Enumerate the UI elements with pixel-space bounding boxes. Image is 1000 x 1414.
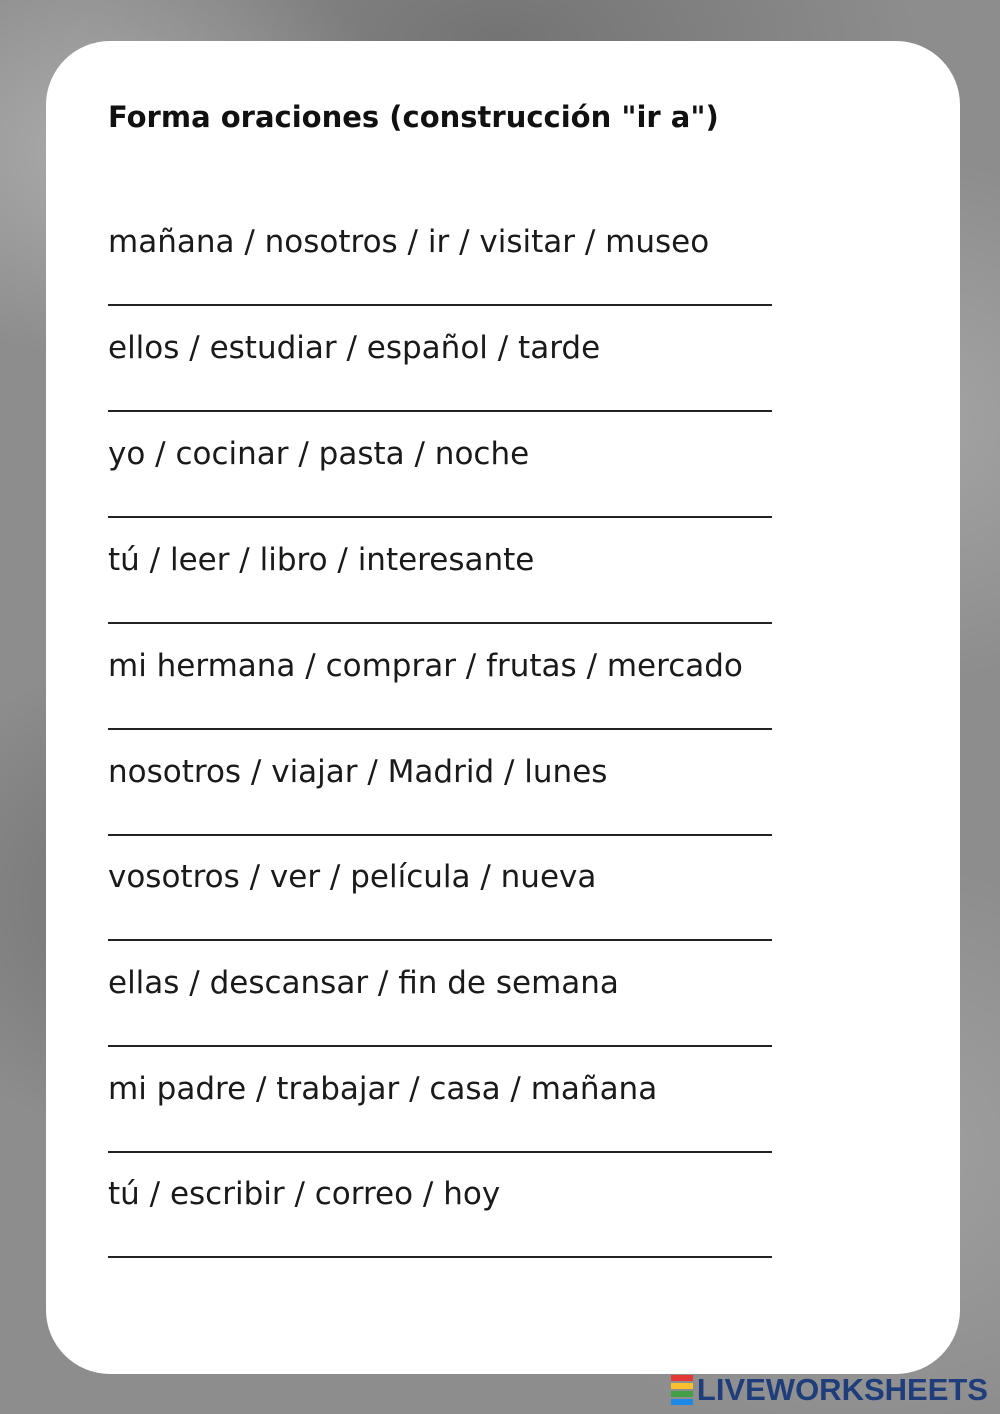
exercise-prompt: yo / cocinar / pasta / noche [108,436,530,472]
exercise-item [108,540,772,646]
exercise-item [108,1069,772,1175]
exercise-item [108,1174,772,1280]
answer-line[interactable] [108,304,772,306]
exercise-prompt: mi hermana / comprar / frutas / mercado [108,648,743,684]
exercise-item [108,646,772,752]
exercise-item [108,857,772,963]
answer-line[interactable] [108,728,772,730]
exercise-prompt: mañana / nosotros / ir / visitar / museo [108,224,710,260]
logo-text: LIVEWORKSHEETS [696,1372,988,1407]
answer-line[interactable] [108,1045,772,1047]
worksheet-title: Forma oraciones (construcción "ir a") [108,100,719,134]
liveworksheets-logo-icon [671,1375,693,1405]
exercise-prompt: nosotros / viajar / Madrid / lunes [108,754,608,790]
answer-line[interactable] [108,622,772,624]
logo-stripe [671,1375,693,1381]
exercise-item [108,434,772,540]
exercise-item [108,963,772,1069]
answer-line[interactable] [108,1151,772,1153]
exercise-prompt: ellos / estudiar / español / tarde [108,330,601,366]
exercise-prompt: mi padre / trabajar / casa / mañana [108,1071,658,1107]
exercise-item [108,328,772,434]
answer-line[interactable] [108,1256,772,1258]
exercise-prompt: vosotros / ver / película / nueva [108,859,597,895]
exercise-prompt: tú / escribir / correo / hoy [108,1176,501,1212]
exercise-item [108,752,772,858]
exercise-item [108,222,772,328]
exercise-prompt: ellas / descansar / fin de semana [108,965,619,1001]
logo-stripe [671,1399,693,1405]
answer-line[interactable] [108,516,772,518]
answer-line[interactable] [108,939,772,941]
exercise-prompt: tú / leer / libro / interesante [108,542,535,578]
logo-stripe [671,1391,693,1397]
answer-line[interactable] [108,834,772,836]
answer-line[interactable] [108,410,772,412]
logo-stripe [671,1383,693,1389]
liveworksheets-logo [671,1372,988,1408]
